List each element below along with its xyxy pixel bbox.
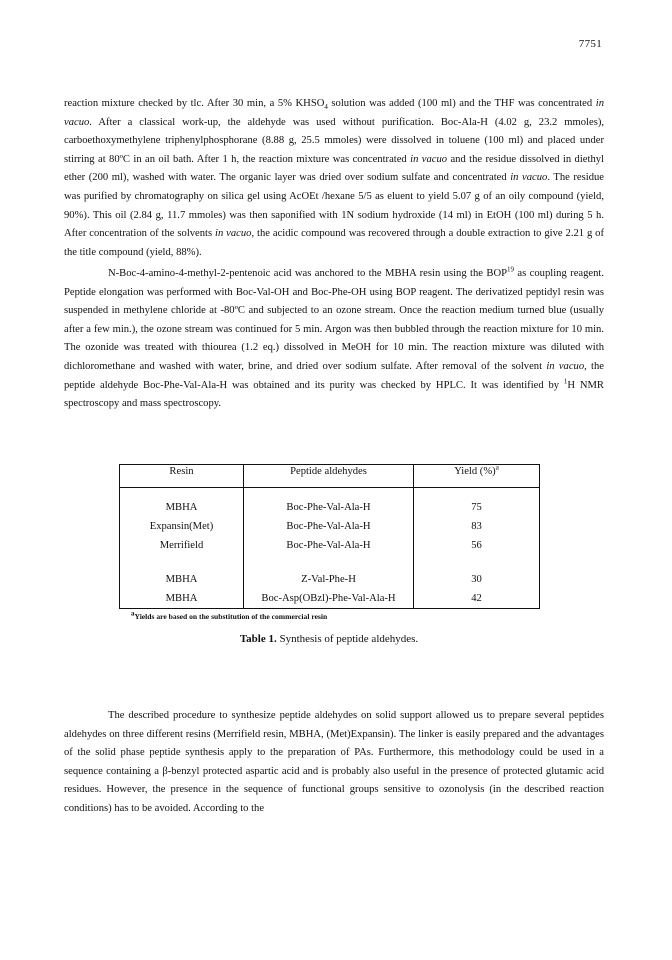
table-row (120, 570, 540, 589)
table-row (120, 498, 540, 517)
cell-aldehyde: Boc-Phe-Val-Ala-H (244, 536, 414, 555)
p2-italic-c: in vacuo (546, 360, 585, 372)
p1-text-d: . After a classical work-up, the aldehyde was used without purification. Boc-Ala-H (4.02 g, 23.2 mmoles), carboethoxymethylene triphenylphosphorane (8.88 g, 25.5 mmoles) were dissolved in toluene (100 ml) and placed under stirring at 80ºC in an oil bath. After 1 h, the reaction mixture was concentrated (64, 116, 604, 165)
discussion-paragraph (64, 707, 604, 819)
p2-text-a: N-Boc-4-amino-4-methyl-2-pentenoic acid was anchored to the MBHA resin using the BOP (108, 268, 508, 279)
experimental-paragraph-2 (64, 265, 604, 414)
cell-yield: 30 (414, 570, 540, 589)
cell-resin: Merrifield (120, 536, 244, 555)
table-caption (119, 633, 539, 645)
p1-text-b: solution was added (100 ml) and the THF was concentrated (327, 98, 596, 109)
cell-yield: 42 (414, 589, 540, 609)
p1-italic-i: in vacuo (215, 228, 252, 240)
p1-italic-c: in vacuo (64, 98, 604, 128)
caption-label: Table 1. (239, 633, 277, 645)
cell-resin: MBHA (120, 570, 244, 589)
p2-text-b: as coupling reagent. Peptide elongation was performed with Boc-Val-OH and Boc-Phe-OH using BOP reagent. The derivatized peptidyl resin was suspended in methylene chloride at -80ºC and subjected to an ozone stream. Once the reaction medium turned blue (usually after a few min.), the ozone stream was continued for 5 min. Argon was then bubbled through the reaction mixture for 10 min. The ozonide was treated with thiourea (1.2 eq.) dissolved in MeOH for 10 min. The reaction mixture was diluted with dichloromethane and washed with water, brine, and dried over sodium sulfate. After removal of the solvent (64, 268, 604, 372)
footnote-text: Yields are based on the substitution of the commercial resin (134, 612, 328, 621)
p1-text-h: . The residue was purified by chromatography on silica gel using AcOEt /hexane 5/5 as eluent to yield 5.07 g of an oily compound (yield, 90%). This oil (2.84 g, 11.7 mmoles) was then saponified with 1N sodium hydroxide (14 ml) in EtOH (100 ml) during 5 h. After concentration of the solvents (64, 172, 604, 240)
header-yield (414, 465, 540, 488)
p1-text-f: and the residue dissolved in diethyl ether (200 ml), washed with water. The organic layer was dried over sodium sulfate and concentrated (64, 153, 604, 184)
cell-yield: 83 (414, 517, 540, 536)
header-yield-footnote-mark: a (495, 463, 499, 472)
table-row (120, 517, 540, 536)
cell-resin: MBHA (120, 498, 244, 517)
header-peptide-aldehydes: Peptide aldehydes (244, 465, 414, 488)
caption-text: Synthesis of peptide aldehydes. (276, 633, 419, 645)
header-resin: Resin (120, 465, 244, 488)
p2-reference-19: 19 (507, 265, 515, 274)
table-1 (119, 464, 539, 645)
table-header-row (120, 465, 540, 488)
cell-resin: MBHA (120, 589, 244, 609)
header-yield-label: Yield (%) (454, 466, 496, 477)
cell-resin: Expansin(Met) (120, 517, 244, 536)
p1-text-a: reaction mixture checked by tlc. After 30 min, a 5% KHSO (64, 98, 325, 109)
p1-italic-g: in vacuo (510, 172, 548, 184)
p2-text-d: , the peptide aldehyde Boc-Phe-Val-Ala-H was obtained and its purity was checked by HPLC. It was identified by (64, 360, 604, 391)
cell-aldehyde: Boc-Asp(OBzl)-Phe-Val-Ala-H (244, 589, 414, 609)
page-number: 7751 (578, 38, 602, 50)
table-row (120, 589, 540, 609)
p1-italic-e: in vacuo (410, 153, 448, 165)
cell-yield: 75 (414, 498, 540, 517)
table-spacer-row (120, 488, 540, 499)
p1-text-j: , the acidic compound was recovered through a double extraction to give 2.21 g of the title compound (yield, 88%). (64, 228, 604, 258)
table-row (120, 536, 540, 555)
peptide-aldehydes-table (119, 464, 540, 609)
p1-subscript: 4 (324, 103, 328, 112)
table-footnote (131, 609, 539, 621)
footnote-mark: a (131, 609, 135, 618)
cell-yield: 56 (414, 536, 540, 555)
cell-aldehyde: Boc-Phe-Val-Ala-H (244, 498, 414, 517)
cell-aldehyde: Z-Val-Phe-H (244, 570, 414, 589)
p2-text-e: H NMR spectroscopy and mass spectroscopy. (64, 379, 604, 410)
table-gap-row (120, 555, 540, 570)
p3-text: The described procedure to synthesize peptide aldehydes on solid support allowed us to prepare several peptides aldehydes on three different resins (Merrifield resin, MBHA, (Met)Expansin). The linker is easily prepared and the advantages of the solid phase peptide synthesis apply to the preparation of PAs. Furthermore, this methodology could be used in a sequence containing a β-benzyl protected aspartic acid and is probably also useful in the presence of protected glutamic acid residues. However, the presence in the sequence of functional groups sensitive to ozonolysis (in the described reaction conditions) has to be avoided. According to the (64, 710, 604, 814)
p2-superscript-1: 1 (563, 377, 568, 386)
experimental-paragraph-1 (64, 95, 604, 262)
cell-aldehyde: Boc-Phe-Val-Ala-H (244, 517, 414, 536)
